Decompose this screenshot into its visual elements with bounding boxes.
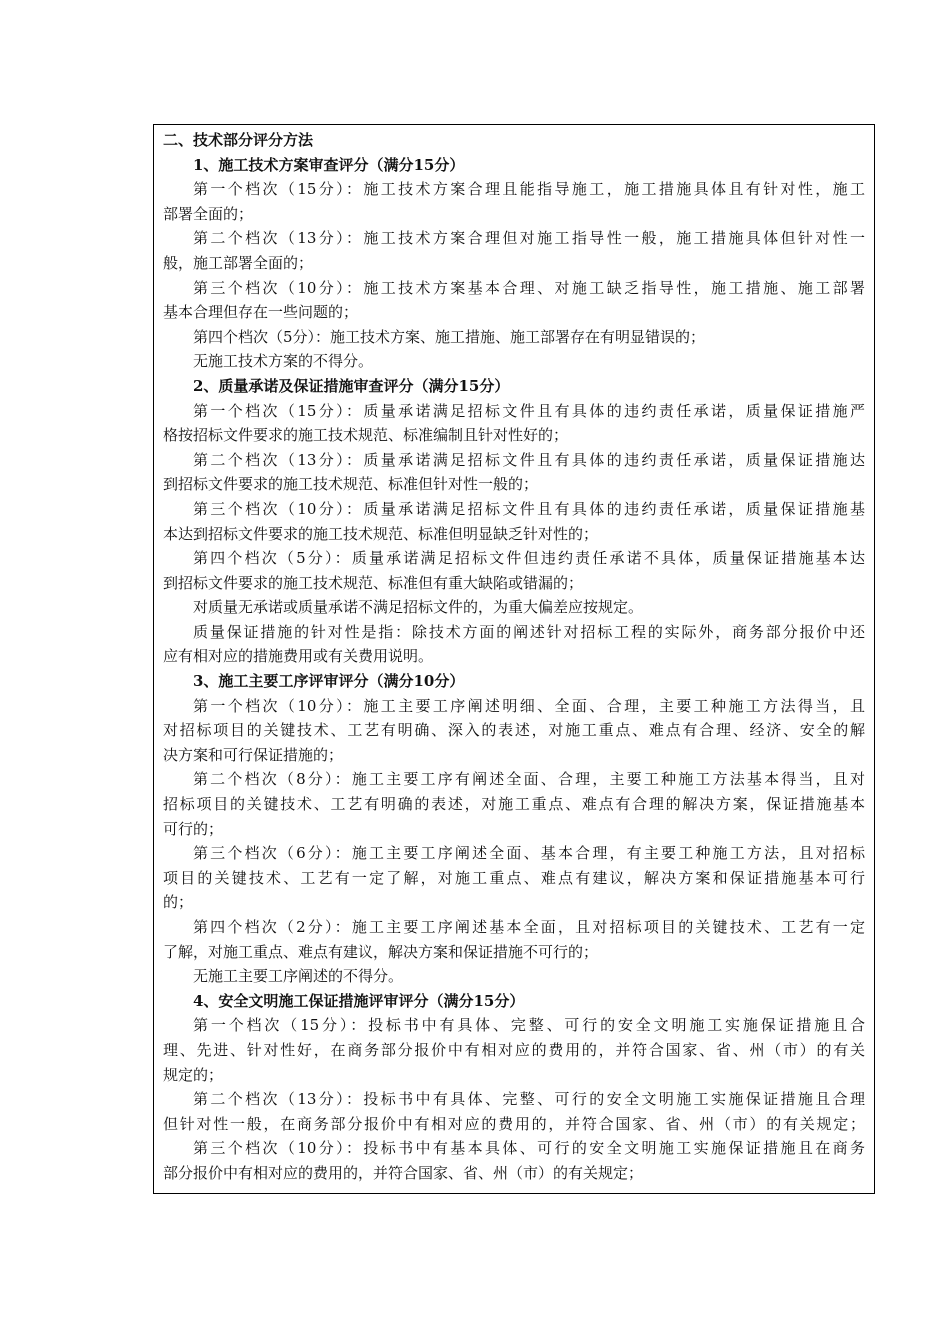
text-line: 第三个档次（10分）：投标书中有基本具体、可行的安全文明施工实施保证措施且在商务	[193, 1139, 865, 1158]
section-heading: 二、技术部分评分方法	[163, 131, 314, 149]
text-line: 第二个档次（8分）：施工主要工序有阐述全面、合理，主要工种施工方法基本得当，且对	[193, 770, 865, 789]
text-line: 招标项目的关键技术、工艺有明确的表述，对施工重点、难点有合理的解决方案，保证措施基本	[163, 795, 865, 814]
section-heading: 1、施工技术方案审查评分（满分15分）	[193, 155, 465, 174]
text-line: 可行的；	[163, 819, 224, 838]
text-line: 项目的关键技术、工艺有一定了解，对施工重点、难点有建议，解决方案和保证措施基本可行	[163, 868, 865, 887]
text-line: 质量保证措施的针对性是指：除技术方面的阐述针对招标工程的实际外，商务部分报价中还	[193, 622, 865, 641]
section-heading: 3、施工主要工序评审评分（满分10分）	[193, 672, 465, 691]
text-line: 第三个档次（10分）：施工技术方案基本合理、对施工缺乏指导性，施工措施、施工部署	[193, 278, 865, 297]
text-line: 的；	[163, 893, 194, 912]
text-line: 第一个档次（15分）：质量承诺满足招标文件且有具体的违约责任承诺，质量保证措施严	[193, 401, 865, 420]
text-line: 般，施工部署全面的；	[163, 253, 314, 272]
text-line: 但针对性一般，在商务部分报价中有相对应的费用的，并符合国家、省、州（市）的有关规定；	[163, 1114, 865, 1133]
text-line: 格按招标文件要求的施工技术规范、标准编制且针对性好的；	[163, 426, 569, 445]
text-line: 第一个档次（15分）：投标书中有具体、完整、可行的安全文明施工实施保证措施且合	[193, 1016, 865, 1035]
text-line: 第四个档次（5分）：施工技术方案、施工措施、施工部署存在有明显错误的；	[193, 327, 706, 346]
text-line: 第三个档次（6分）：施工主要工序阐述全面、基本合理，有主要工种施工方法，且对招标	[193, 844, 865, 863]
text-line: 到招标文件要求的施工技术规范、标准但针对性一般的；	[163, 475, 539, 494]
text-line: 第二个档次（13分）：投标书中有具体、完整、可行的安全文明施工实施保证措施且合理	[193, 1090, 865, 1109]
text-line: 第三个档次（10分）：质量承诺满足招标文件且有具体的违约责任承诺，质量保证措施基	[193, 499, 865, 518]
text-line: 到招标文件要求的施工技术规范、标准但有重大缺陷或错漏的；	[163, 573, 584, 592]
text-line: 第四个档次（2分）：施工主要工序阐述基本全面，且对招标项目的关键技术、工艺有一定	[193, 918, 865, 936]
text-line: 了解，对施工重点、难点有建议，解决方案和保证措施不可行的；	[163, 942, 599, 961]
section-heading: 2、质量承诺及保证措施审查评分（满分15分）	[193, 376, 510, 395]
section-heading: 4、安全文明施工保证措施评审评分（满分15分）	[193, 991, 525, 1010]
text-line: 部分报价中有相对应的费用的，并符合国家、省、州（市）的有关规定；	[163, 1163, 644, 1182]
text-line: 应有相对应的措施费用或有关费用说明。	[163, 647, 434, 666]
text-line: 第四个档次（5分）：质量承诺满足招标文件但违约责任承诺不具体，质量保证措施基本达	[193, 549, 865, 568]
text-line: 规定的；	[163, 1065, 224, 1084]
text-line: 对招标项目的关键技术、工艺有明确、深入的表述，对施工重点、难点有合理、经济、安全的解	[163, 721, 865, 740]
text-line: 决方案和可行保证措施的；	[163, 745, 344, 764]
text-line: 基本合理但存在一些问题的；	[163, 303, 359, 322]
text-line: 第一个档次（15分）：施工技术方案合理且能指导施工，施工措施具体且有针对性，施工	[193, 180, 865, 199]
text-line: 部署全面的；	[163, 204, 254, 223]
text-line: 第二个档次（13分）：施工技术方案合理但对施工指导性一般，施工措施具体但针对性一	[193, 229, 865, 248]
text-line: 第一个档次（10分）：施工主要工序阐述明细、全面、合理，主要工种施工方法得当，且	[193, 696, 865, 715]
text-line: 本达到招标文件要求的施工技术规范、标准但明显缺乏针对性的；	[163, 524, 599, 543]
text-line: 理、先进、针对性好，在商务部分报价中有相对应的费用的，并符合国家、省、州（市）的有关	[163, 1040, 865, 1059]
text-line: 无施工主要工序阐述的不得分。	[193, 967, 404, 986]
text-line: 无施工技术方案的不得分。	[193, 352, 374, 371]
text-line: 对质量无承诺或质量承诺不满足招标文件的，为重大偏差应按规定。	[193, 598, 644, 617]
text-line: 第二个档次（13分）：质量承诺满足招标文件且有具体的违约责任承诺，质量保证措施达	[193, 450, 865, 469]
document-frame	[153, 124, 875, 1194]
